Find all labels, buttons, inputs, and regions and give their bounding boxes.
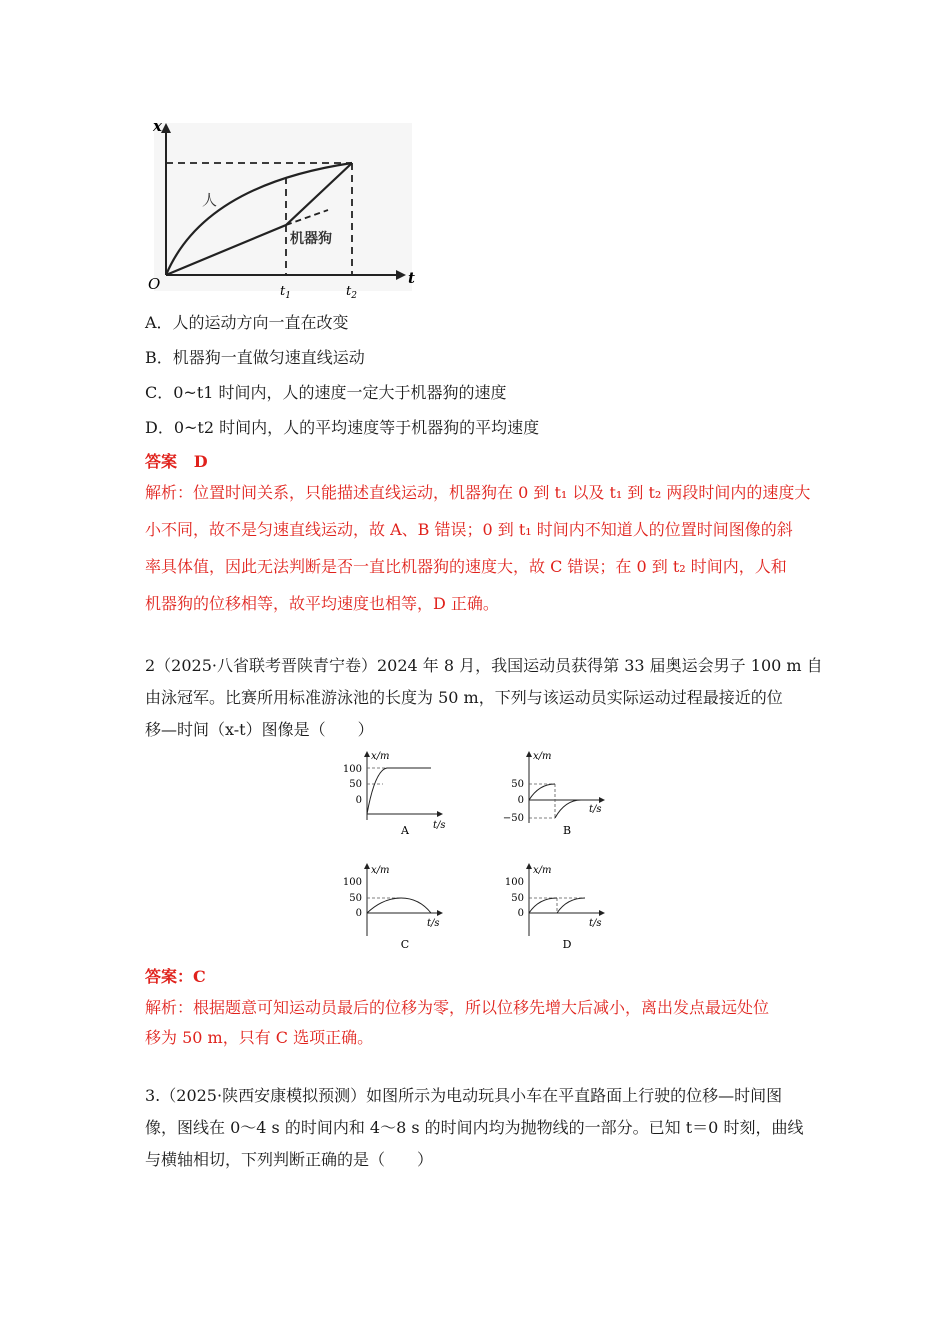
q2-stem	[145, 650, 823, 746]
x-label: t/s	[589, 918, 602, 929]
graph-name-d: D	[562, 938, 572, 951]
x-axis-label: x	[153, 117, 162, 135]
y-label: x/m	[371, 865, 390, 876]
tick-50: 50	[349, 893, 362, 904]
q1-analysis-line: 率具体值，因此无法判断是否一直比机器狗的速度大，故 C 错误；在 0 到 t₂ 时间内，人和	[145, 557, 787, 576]
tick-0: 0	[355, 908, 362, 919]
graph-name-b: B	[562, 824, 572, 837]
q2-stem-line: 由泳冠军。比赛所用标准游泳池的长度为 50 m，下列与该运动员实际运动过程最接近的位	[145, 688, 783, 707]
q1-answer-value: D	[193, 452, 208, 471]
q1-answer	[145, 452, 208, 472]
person-label: 人	[202, 191, 218, 209]
q2-answer: 答案：C	[145, 967, 206, 986]
t2-label: $t_2$	[346, 284, 357, 301]
origin-label: O	[148, 275, 161, 293]
x-label: t/s	[427, 918, 440, 929]
q2-graph-a	[335, 748, 465, 838]
q2-graph-d	[497, 860, 627, 955]
tick-0: 0	[355, 795, 362, 806]
q2-graph-c	[335, 860, 465, 955]
option-d: D．0~t2 时间内，人的平均速度等于机器狗的平均速度	[145, 418, 540, 437]
option-b: B．机器狗一直做匀速直线运动	[145, 348, 365, 367]
q3-stem-line: 像，图线在 0～4 s 的时间内和 4～8 s 的时间内均为抛物线的一部分。已知 t＝0 时刻，曲线	[145, 1118, 804, 1137]
q2-analysis-line: 移为 50 m，只有 C 选项正确。	[145, 1028, 374, 1047]
q1-xt-graph	[140, 115, 430, 305]
tick-50: 50	[511, 779, 524, 790]
tick-0: 0	[517, 795, 524, 806]
q3-stem-line: 与横轴相切，下列判断正确的是（ ）	[145, 1150, 434, 1169]
q2-stem-line: 移—时间（x-t）图像是（ ）	[145, 720, 374, 739]
y-label: x/m	[371, 751, 390, 762]
q3-stem-line: 3.（2025·陕西安康模拟预测）如图所示为电动玩具小车在平直路面上行驶的位移—时间图	[145, 1086, 783, 1105]
tick-100: 100	[342, 764, 362, 775]
tick-100: 100	[504, 877, 524, 888]
y-label: x/m	[533, 865, 552, 876]
t-axis-label: t	[408, 269, 415, 287]
tick-50: 50	[511, 893, 524, 904]
q2-analysis	[145, 992, 807, 1052]
dog-label: 机器狗	[290, 231, 332, 247]
graph-name-c: C	[400, 938, 410, 951]
q2-graph-b	[497, 748, 627, 838]
tick-0: 0	[517, 908, 524, 919]
option-c: C．0~t1 时间内，人的速度一定大于机器狗的速度	[145, 383, 507, 402]
y-label: x/m	[533, 751, 552, 762]
q2-analysis-line: 解析：根据题意可知运动员最后的位移为零，所以位移先增大后减小，离出发点最远处位	[145, 998, 770, 1017]
q1-analysis-line: 小不同，故不是匀速直线运动，故 A、B 错误；0 到 t₁ 时间内不知道人的位置时间图像的斜	[145, 520, 793, 539]
tick-50: 50	[349, 779, 362, 790]
x-label: t/s	[589, 804, 602, 815]
x-label: t/s	[433, 820, 446, 831]
q2-stem-line: 2（2025·八省联考晋陕青宁卷）2024 年 8 月，我国运动员获得第 33 届奥运会男子 100 m 自	[145, 656, 823, 675]
q1-analysis	[145, 477, 811, 625]
q1-analysis-line: 机器狗的位移相等，故平均速度也相等，D 正确。	[145, 594, 499, 613]
option-a: A．人的运动方向一直在改变	[145, 313, 349, 332]
tick-100: 100	[342, 877, 362, 888]
graph-name-a: A	[401, 824, 409, 837]
t1-label: $t_1$	[280, 284, 291, 301]
tick-neg50: −50	[502, 813, 524, 824]
q1-analysis-line: 解析：位置时间关系，只能描述直线运动，机器狗在 0 到 t₁ 以及 t₁ 到 t₂ 两段时间内的速度大	[145, 483, 811, 502]
q1-answer-label: 答案	[145, 452, 178, 471]
q3-stem	[145, 1080, 807, 1176]
